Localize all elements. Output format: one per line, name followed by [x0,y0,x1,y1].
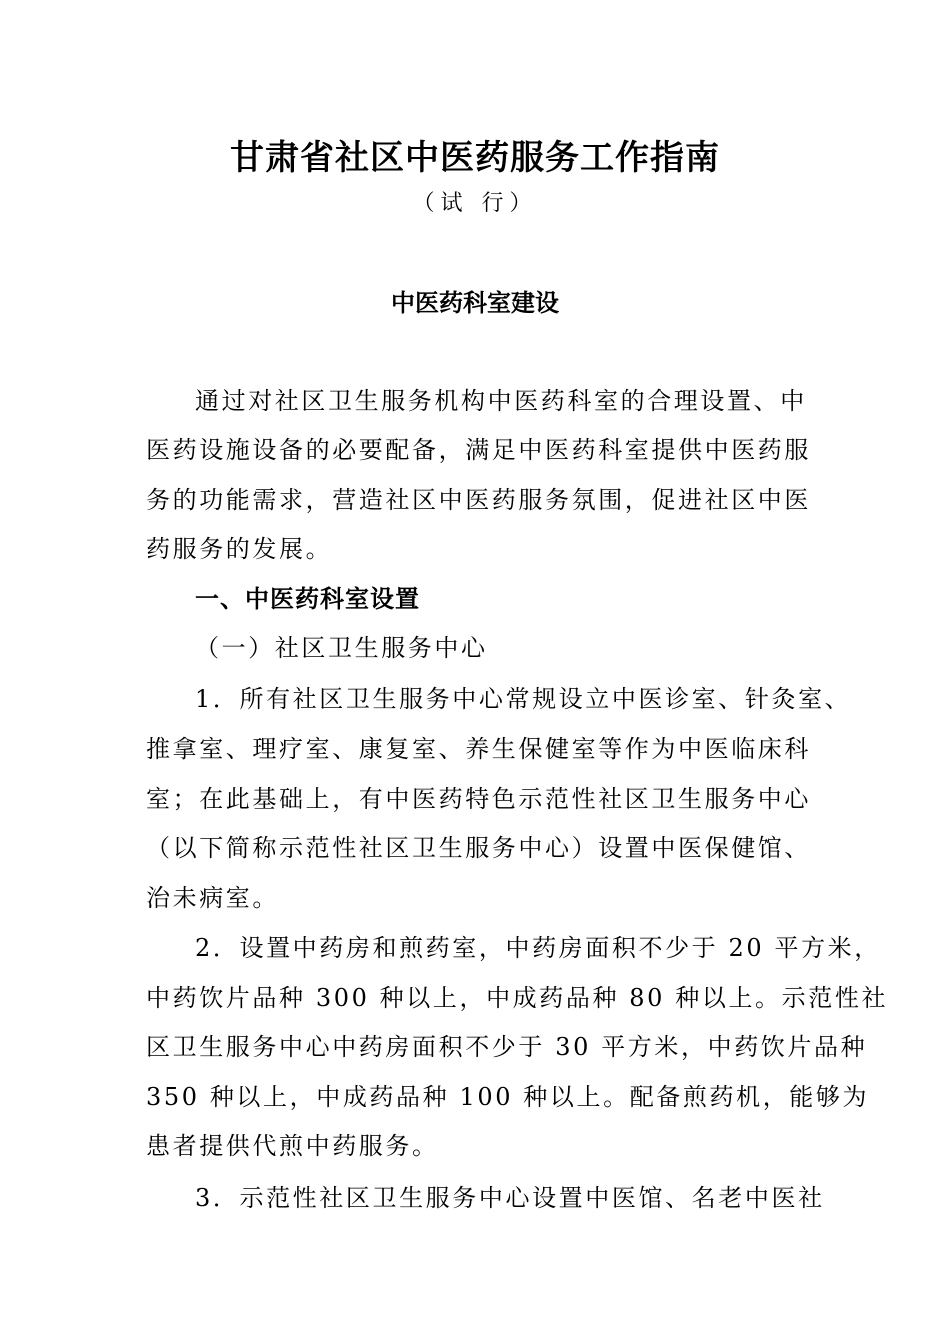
paragraph-line: 室；在此基础上，有中医药特色示范性社区卫生服务中心 [146,785,811,813]
paragraph-line: 药服务的发展。 [146,535,333,563]
paragraph-line: 1．所有社区卫生服务中心常规设立中医诊室、针灸室、 [195,685,852,713]
paragraph-line: 患者提供代煎中药服务。 [146,1132,439,1160]
paragraph-line: 350 种以上，中成药品种 100 种以上。配备煎药机，能够为 [146,1083,870,1111]
paragraph-line: 通过对社区卫生服务机构中医药科室的合理设置、中 [195,387,807,415]
paragraph-line: 2．设置中药房和煎药室，中药房面积不少于 20 平方米， [195,934,881,962]
paragraph-line: （以下简称示范性社区卫生服务中心）设置中医保健馆、 [146,834,811,862]
section-title: 中医药科室建设 [391,289,559,317]
paragraph-line: 推拿室、理疗室、康复室、养生保健室等作为中医临床科 [146,735,811,763]
paragraph-line: 医药设施设备的必要配备，满足中医药科室提供中医药服 [146,436,811,464]
paragraph-line: 区卫生服务中心中药房面积不少于 30 平方米，中药饮片品种 [146,1033,868,1061]
heading-level-2: （一）社区卫生服务中心 [195,634,488,662]
document-subtitle: （试 行） [412,191,538,216]
document-title: 甘肃省社区中医药服务工作指南 [230,138,720,178]
paragraph-line: 3．示范性社区卫生服务中心设置中医馆、名老中医社 [195,1184,825,1212]
paragraph-line: 务的功能需求，营造社区中医药服务氛围，促进社区中医 [146,486,811,514]
heading-level-1: 一、中医药科室设置 [195,585,420,613]
paragraph-line: 治未病室。 [146,884,279,912]
paragraph-line: 中药饮片品种 300 种以上，中成药品种 80 种以上。示范性社 [146,984,889,1012]
